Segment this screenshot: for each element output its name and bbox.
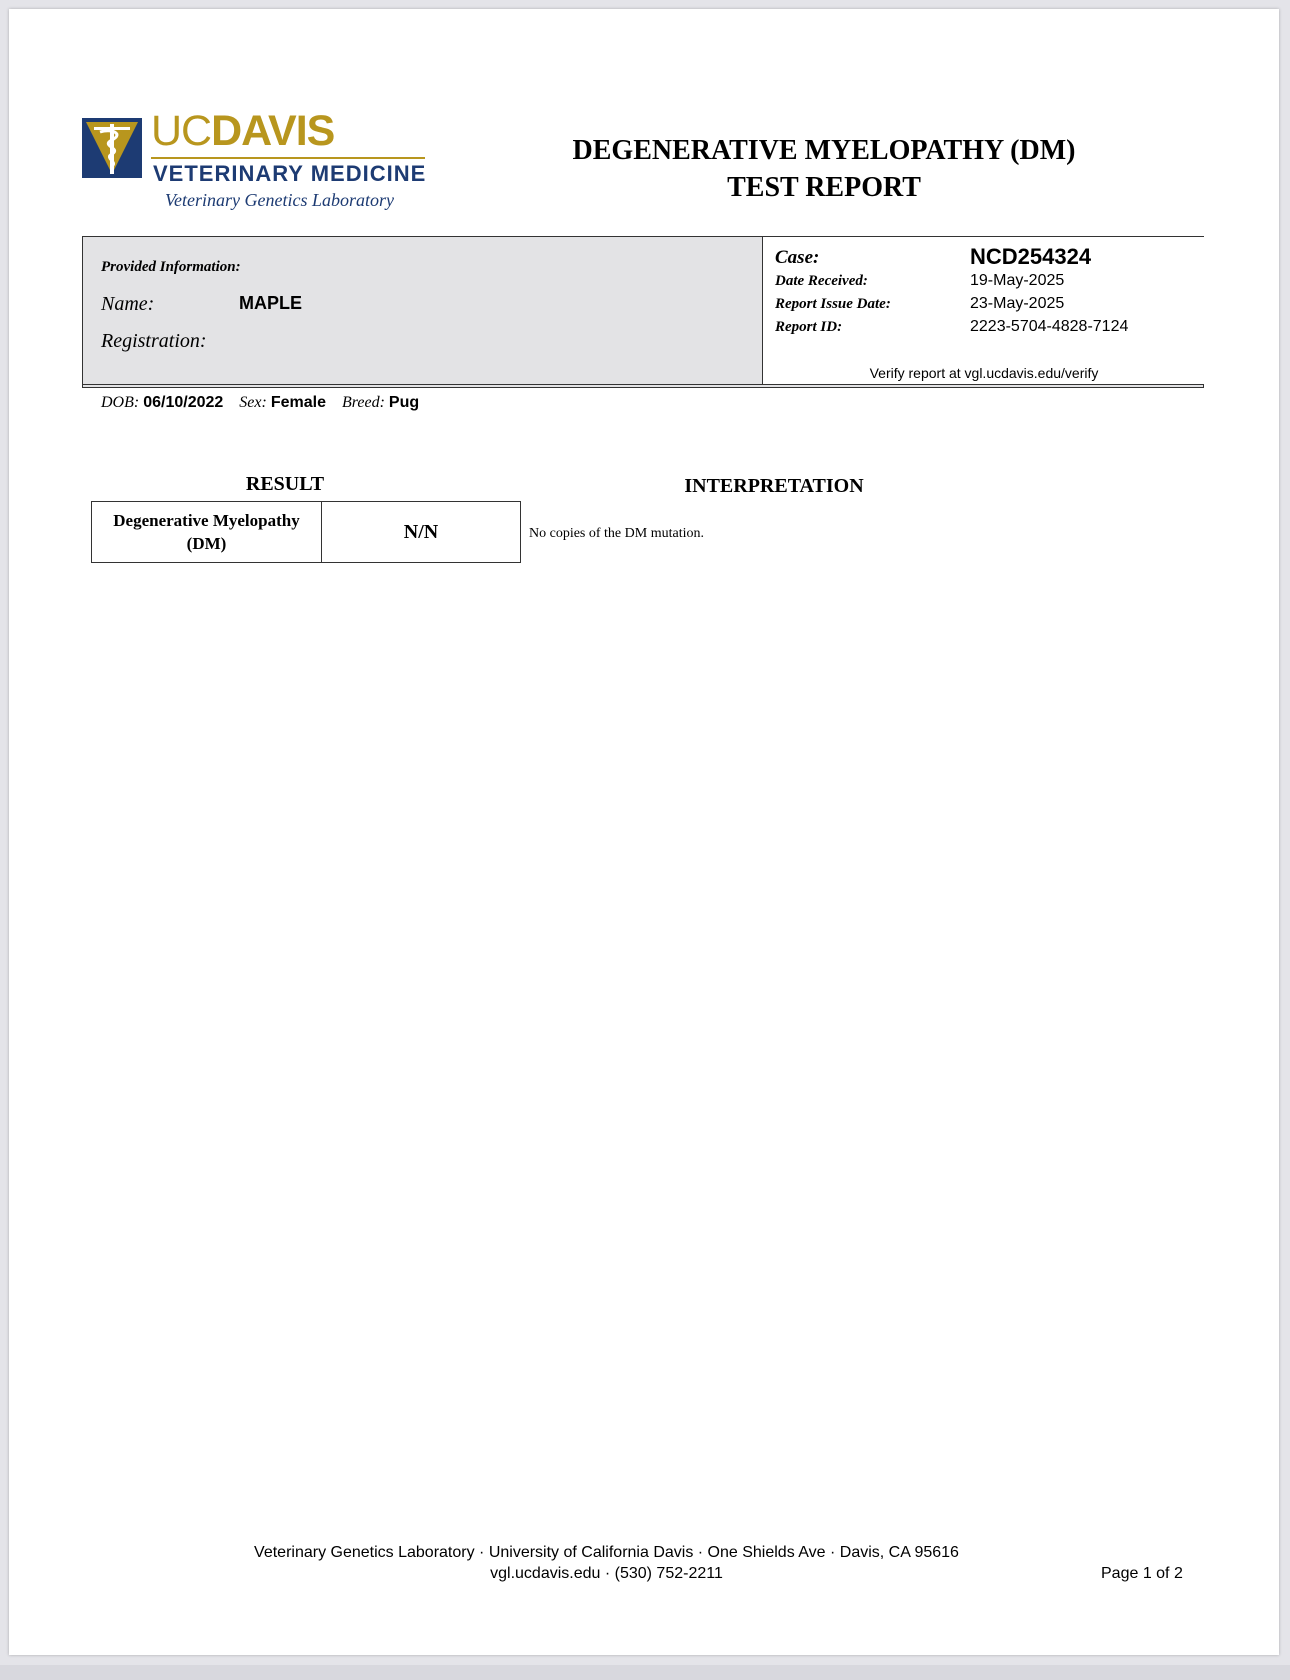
result-heading: RESULT (245, 473, 325, 495)
case-info-panel (762, 237, 1205, 384)
date-received-value: 19-May-2025 (970, 272, 1065, 289)
date-received-label: Date Received: (775, 273, 868, 289)
info-box (82, 236, 1204, 411)
footer-contact: vgl.ucdavis.edu · (530) 752-2211 (490, 1565, 723, 1582)
breed-label: Breed: (341, 394, 385, 411)
page-number: Page 1 of 2 (1101, 1565, 1183, 1582)
logo-department: VETERINARY MEDICINE (153, 161, 427, 186)
report-title-line2: TEST REPORT (727, 172, 921, 203)
interpretation-heading: INTERPRETATION (684, 475, 864, 497)
report-title-line1: DEGENERATIVE MYELOPATHY (DM) (572, 135, 1076, 166)
report-id-label: Report ID: (775, 319, 843, 335)
provided-info-heading: Provided Information: (101, 259, 241, 275)
case-label: Case: (775, 247, 820, 268)
name-label: Name: (101, 293, 155, 315)
report-title (524, 132, 1124, 206)
result-test-name-line1: Degenerative Myelopathy (113, 511, 300, 530)
registration-label: Registration: (101, 330, 207, 352)
logo-davis-text: DAVIS (211, 107, 335, 155)
sex-value: Female (270, 394, 326, 411)
logo-rule (151, 157, 425, 159)
issue-date-value: 23-May-2025 (970, 295, 1065, 312)
case-number: NCD254324 (970, 244, 1092, 269)
logo-uc-text: UC (151, 107, 212, 155)
page-footer (209, 1542, 1004, 1584)
caduceus-icon (82, 118, 142, 178)
breed-value: Pug (388, 394, 420, 411)
next-page-edge (0, 1665, 1290, 1680)
animal-details-row (101, 394, 431, 412)
report-id-value: 2223-5704-4828-7124 (970, 318, 1129, 335)
dob-value: 06/10/2022 (143, 394, 224, 411)
interpretation-text: No copies of the DM mutation. (529, 526, 704, 541)
issue-date-label: Report Issue Date: (775, 296, 891, 312)
logo-wordmark (151, 107, 334, 155)
info-divider (83, 384, 1203, 385)
ucdavis-logo (82, 107, 442, 211)
result-test-name-line2: (DM) (186, 534, 227, 553)
name-value: MAPLE (239, 293, 302, 313)
result-table (91, 501, 521, 563)
result-test-name (92, 502, 322, 562)
logo-lab-name: Veterinary Genetics Laboratory (165, 190, 394, 210)
verify-link[interactable]: Verify report at vgl.ucdavis.edu/verify (869, 365, 1099, 381)
result-genotype: N/N (403, 520, 439, 543)
report-page (9, 9, 1279, 1655)
dob-label: DOB: (101, 394, 140, 411)
footer-address: Veterinary Genetics Laboratory · University of California Davis · One Shields Ave · Davis, CA 95616 (254, 1544, 959, 1561)
sex-label: Sex: (239, 394, 267, 411)
